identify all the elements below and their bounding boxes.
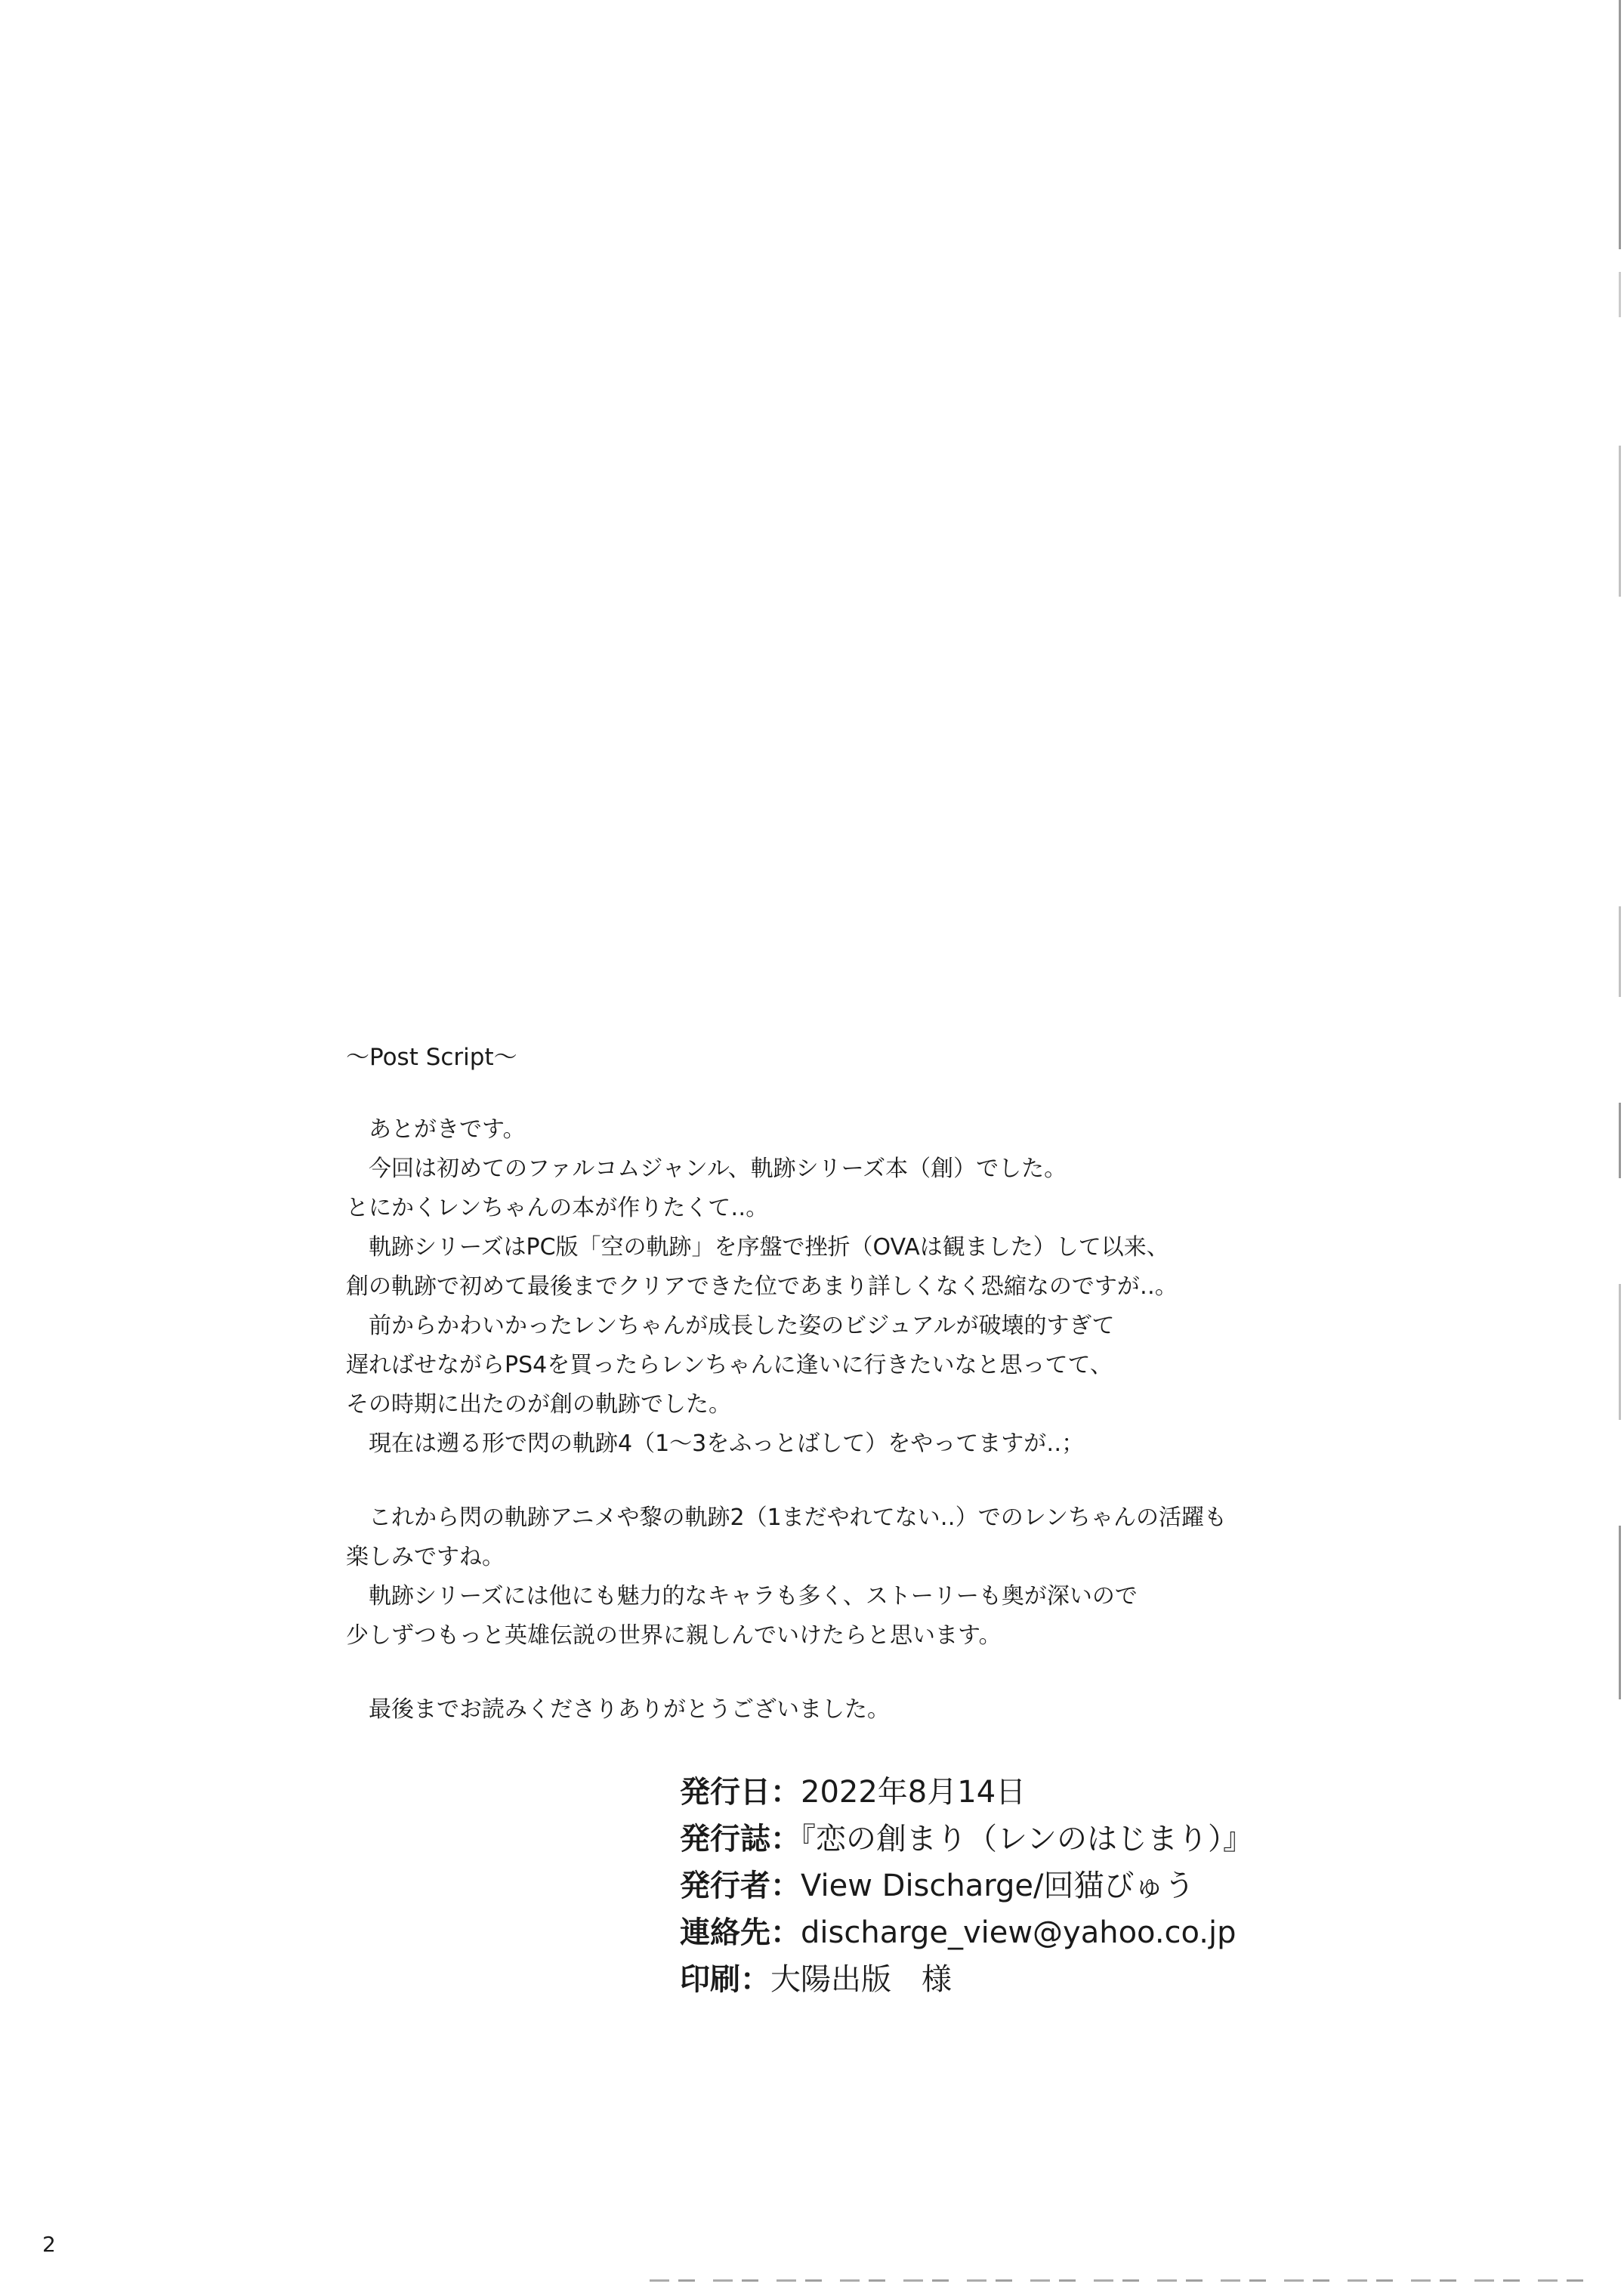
paragraph-spacer <box>346 1656 1343 1690</box>
paragraph-line: 現在は遡る形で閃の軌跡4（1～3をふっとばして）をやってますが‥； <box>346 1430 1085 1457</box>
paragraph-line: これから閃の軌跡アニメや黎の軌跡2（1まだやれてない‥）でのレンちゃんの活躍も <box>346 1504 1227 1531</box>
scan-dash <box>1619 1284 1621 1420</box>
colophon-date-row <box>680 1769 1360 1816</box>
scan-edge-artifact <box>1613 0 1624 2293</box>
paragraph-line: 遅ればせながらPS4を買ったらレンちゃんに逢いに行きたいなと思ってて、 <box>346 1352 1113 1378</box>
paragraph-line: 軌跡シリーズはPC版「空の軌跡」を序盤で挫折（OVAは観ました）して以来、 <box>346 1234 1169 1261</box>
scan-dash <box>1619 446 1621 597</box>
postscript-heading: ～Post Script～ <box>346 1044 517 1071</box>
paragraph-line: あとがきです。 <box>346 1116 526 1143</box>
colophon-contact-row <box>680 1909 1360 1956</box>
printer-value: 大陽出版 様 <box>770 1962 952 1997</box>
scan-dash <box>1619 0 1621 249</box>
printer-label: 印刷： <box>680 1962 770 1997</box>
contact-label: 連絡先： <box>680 1915 801 1950</box>
paragraph-line: 軌跡シリーズには他にも魅力的なキャラも多く、ストーリーも奥が深いので <box>346 1583 1138 1609</box>
scan-dash <box>1619 272 1621 317</box>
scan-dash <box>1619 1526 1621 1699</box>
paragraph-line: 最後までお読みくださりありがとうございました。 <box>346 1696 890 1723</box>
colophon-publisher-row <box>680 1862 1360 1909</box>
paragraph-line: 創の軌跡で初めて最後までクリアできた位であまり詳しくなく恐縮なのですが‥。 <box>346 1273 1178 1300</box>
date-label: 発行日： <box>680 1775 801 1810</box>
paragraph-line: 前からかわいかったレンちゃんが成長した姿のビジュアルが破壊的すぎて <box>346 1313 1115 1339</box>
publisher-label: 発行者： <box>680 1869 801 1903</box>
paragraph-line: とにかくレンちゃんの本が作りたくて‥。 <box>346 1195 769 1221</box>
title-value: 『恋の創まり（レンのはじまり）』 <box>801 1822 1253 1856</box>
page-number: 2 <box>42 2232 56 2257</box>
paragraph-line: その時期に出たのが創の軌跡でした。 <box>346 1391 731 1418</box>
paragraph-spacer <box>346 1464 1343 1498</box>
colophon <box>680 1769 1360 2003</box>
date-value: 2022年8月14日 <box>801 1775 1027 1810</box>
paragraph-line: 今回は初めてのファルコムジャンル、軌跡シリーズ本（創）でした。 <box>346 1156 1067 1182</box>
paragraph-line: 少しずつもっと英雄伝説の世界に親しんでいけたらと思います。 <box>346 1622 1002 1649</box>
colophon-printer-row <box>680 1956 1360 2003</box>
title-label: 発行誌： <box>680 1822 801 1856</box>
scan-dash <box>1619 1103 1621 1178</box>
publisher-value: View Discharge/回猫びゅう <box>801 1869 1195 1903</box>
scan-dash <box>1619 906 1621 997</box>
postscript-body <box>346 1110 1343 1730</box>
contact-value: discharge_view@yahoo.co.jp <box>801 1915 1237 1950</box>
colophon-title-row <box>680 1816 1360 1862</box>
scan-bottom-artifact <box>650 2279 1586 2282</box>
paragraph-line: 楽しみですね。 <box>346 1544 505 1570</box>
